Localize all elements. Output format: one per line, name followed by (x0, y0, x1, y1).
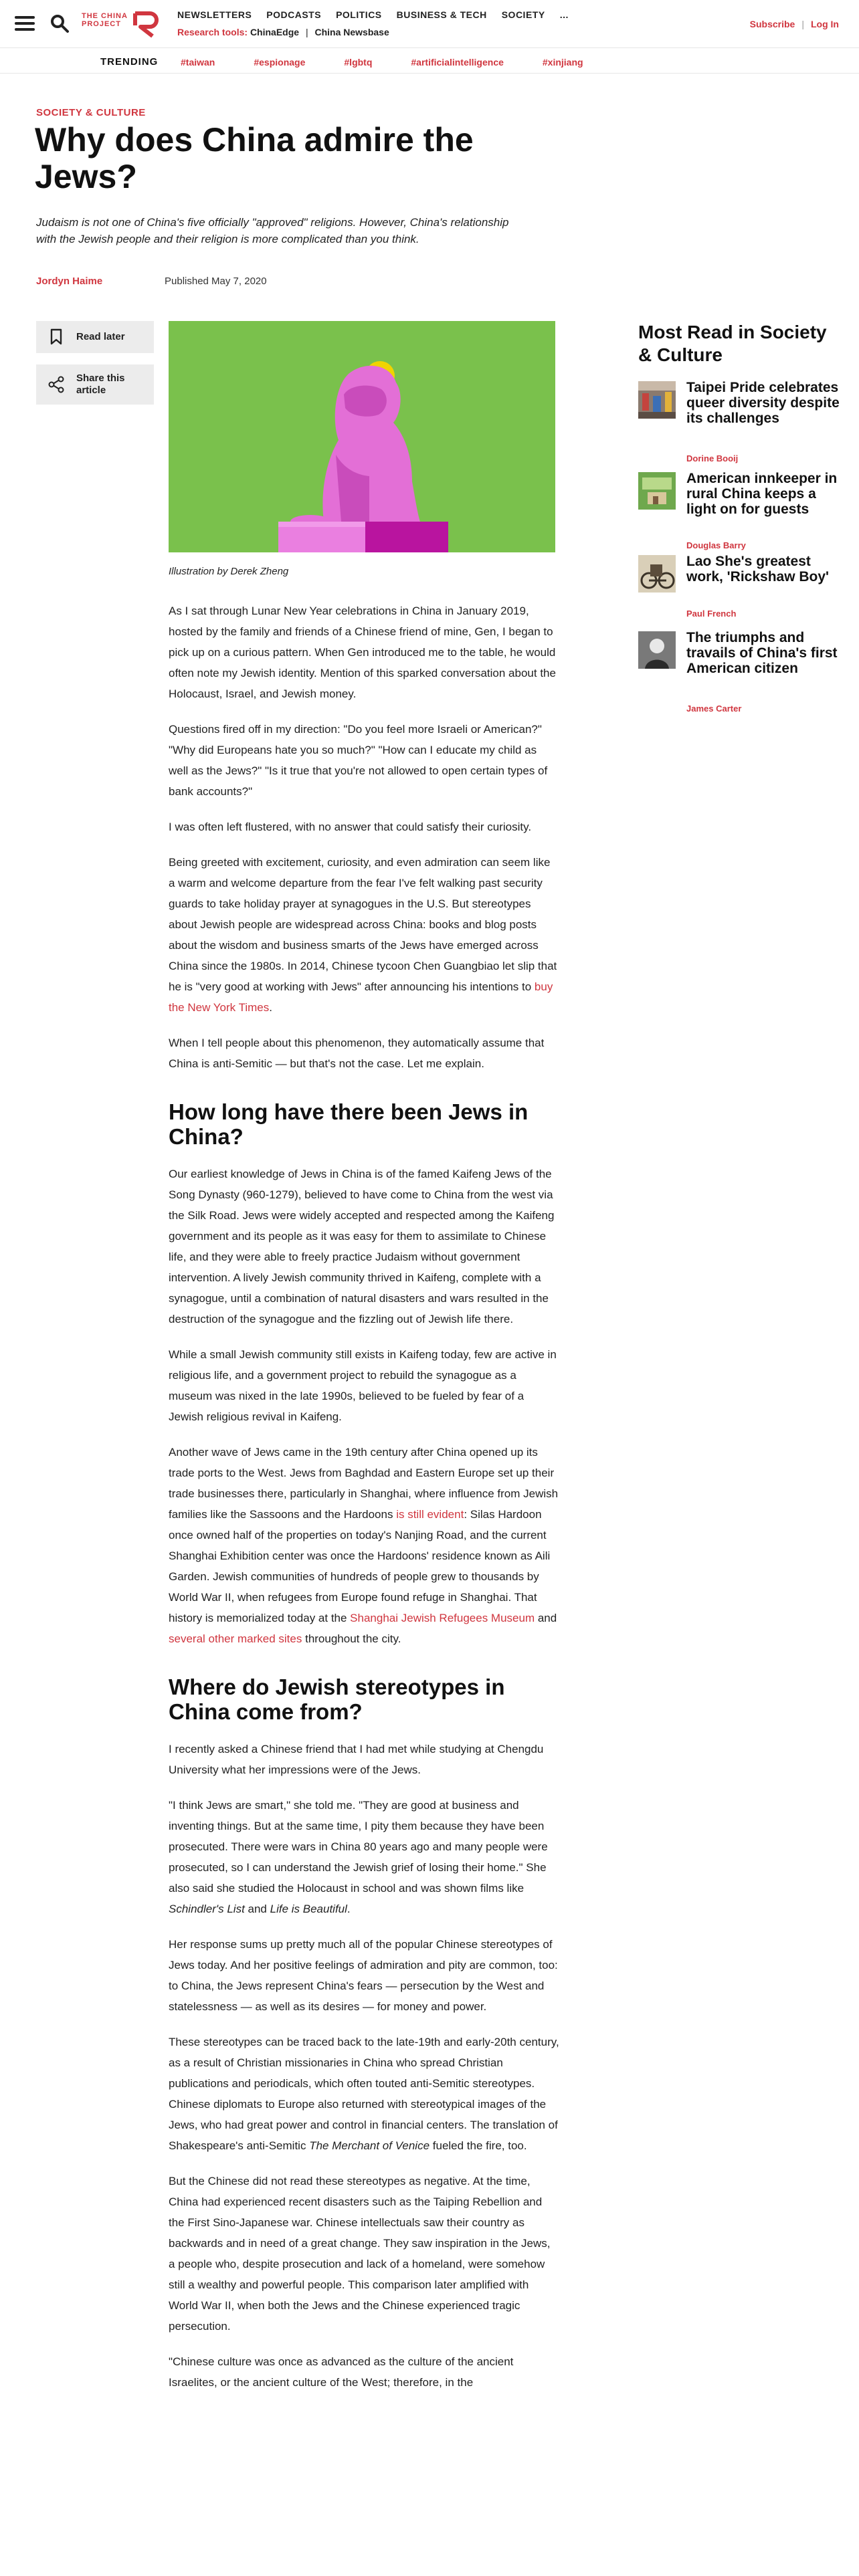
logo-text: THE CHINA PROJECT (82, 12, 128, 28)
play-title: The Merchant of Venice (309, 2139, 430, 2152)
paragraph: I recently asked a Chinese friend that I had met while studying at Chengdu University what her impressions were of the Jews. (169, 1743, 544, 1776)
research-newsbase-link[interactable]: China Newsbase (314, 27, 389, 37)
menu-icon[interactable] (15, 16, 35, 31)
hero-illustration (169, 321, 555, 552)
author-link[interactable]: Jordyn Haime (36, 276, 103, 287)
paragraph-text: : Silas Hardoon once owned half of the properties on today's Nanjing Road, and the current Shanghai Exhibition center was once the Hardoons' residence known as Aili Garden. Jewish communities of hundreds of people grew to thousands by World War II, when refugees from Europe found refuge in Shanghai. That history is memorialized today at the (169, 1508, 551, 1624)
article-title: Why does China admire the Jews? (35, 121, 474, 195)
film-title: Life is Beautiful (270, 1903, 347, 1915)
research-divider: | (305, 27, 308, 37)
paragraph-text: Being greeted with excitement, curiosity, and even admiration can seem like a warm and welcome departure from the fear I've felt walking past security guards to take holiday prayer at synagogues in the U.S. But stereotypes about Jewish people are widespread across China: books and blog posts about the wisdom and business smarts of the Jews have emerged across China since the 1980s. In 2014, Chinese tycoon Chen Guangbiao let slip that he is "very good at working with Jews" after announcing his intentions to (169, 856, 557, 993)
research-chinaedge-link[interactable]: ChinaEdge (250, 27, 300, 37)
image-caption: Illustration by Derek Zheng (169, 566, 289, 577)
paragraph-text: and (244, 1903, 270, 1915)
login-link[interactable]: Log In (811, 19, 839, 29)
trending-label: TRENDING (100, 56, 159, 68)
lion-illustration (169, 321, 555, 552)
most-read-title-link[interactable]: Taipei Pride celebrates queer diversity despite its challenges (686, 380, 840, 426)
paragraph (169, 2032, 559, 2156)
trending-tags (181, 57, 583, 68)
paragraph-text: . (347, 1903, 351, 1915)
share-icon (36, 376, 76, 393)
account-links (750, 19, 839, 29)
nyt-link[interactable]: buy the New York Times (169, 980, 553, 1014)
nav-newsletters[interactable]: NEWSLETTERS (177, 9, 252, 20)
trending-tag[interactable]: #artificialintelligence (411, 57, 504, 68)
section-heading: How long have there been Jews in China? (169, 1099, 529, 1149)
bookmark-icon (36, 328, 76, 346)
trending-tag[interactable]: #taiwan (181, 57, 215, 68)
account-divider: | (801, 19, 804, 29)
trending-bar (0, 52, 859, 74)
film-title: Schindler's List (169, 1903, 245, 1915)
site-logo[interactable] (82, 9, 162, 39)
refugees-museum-link[interactable]: Shanghai Jewish Refugees Museum (350, 1612, 535, 1624)
nav-politics[interactable]: POLITICS (336, 9, 382, 20)
most-read-title-link[interactable]: Lao She's greatest work, 'Rickshaw Boy' (686, 554, 830, 584)
paragraph-text: These stereotypes can be traced back to the late-19th and early-20th century, as a result of Christian missionaries in China who spread Christian publications and periodicals, which often touted anti-Semitic stereotypes. Chinese diplomats to Europe also returned with stereotypical images of the Jews, who had great power and control in financial centers. The translation of Shakespeare's anti-Semitic (169, 2036, 559, 2152)
paragraph (169, 852, 559, 1018)
paragraph: When I tell people about this phenomenon, they automatically assume that China is anti-Semitic — but that's not the case. Let me explain. (169, 1037, 545, 1070)
paragraph: As I sat through Lunar New Year celebrations in China in January 2019, hosted by the family and friends of a Chinese friend of mine, Gen, I began to pick up on a curious pattern. When Gen introduced me to the table, he would often note my Jewish identity. Mention of this sparked conversation about the Holocaust, Israel, and Jewish money. (169, 605, 556, 700)
trending-tag[interactable]: #espionage (254, 57, 306, 68)
paragraph (169, 1442, 559, 1649)
paragraph-text: fueled the fire, too. (430, 2139, 527, 2152)
most-read-author[interactable]: Douglas Barry (686, 540, 746, 550)
article-dek: Judaism is not one of China's five officially "approved" religions. However, China's relationship with the Jewish people and their religion is more complicated than you think. (36, 216, 509, 245)
trending-tag[interactable]: #xinjiang (542, 57, 583, 68)
most-read-author[interactable]: James Carter (686, 704, 742, 714)
still-evident-link[interactable]: is still evident (396, 1508, 464, 1521)
paragraph (169, 1795, 559, 1919)
search-icon[interactable] (50, 13, 70, 33)
most-read-author[interactable]: Dorine Booij (686, 453, 739, 463)
nav-society[interactable]: SOCIETY (501, 9, 545, 20)
section-heading: Where do Jewish stereotypes in China come from? (169, 1675, 505, 1724)
paragraph: Our earliest knowledge of Jews in China is of the famed Kaifeng Jews of the Song Dynasty (960-1279), believed to have come to China from the west via the Silk Road. Jews were widely accepted and respected among the Kaifeng government and its people as it was easy for them to assimilate to Chinese life, and they were able to freely practice Judaism without government intervention. A lively Jewish community thrived in Kaifeng, complete with a synagogue, until a combination of natural disasters and wars resulted in the destruction of the synagogue and the fizzling out of Jewish life there. (169, 1168, 555, 1325)
trending-tag[interactable]: #lgbtq (344, 57, 373, 68)
subscribe-link[interactable]: Subscribe (749, 19, 795, 29)
paragraph: But the Chinese did not read these stereotypes as negative. At the time, China had experienced recent disasters such as the Taiping Rebellion and the First Sino-Japanese war. Chinese intellectuals saw their country as backwards and in need of a great change. They saw inspiration in the Jews, a people who, despite prosecution and lack of a homeland, were somehow still a wealthy and powerful people. This comparison later amplified with World War II, when both the Jews and the Chinese experienced tragic persecution. (169, 2175, 551, 2333)
paragraph-text: "I think Jews are smart," she told me. "They are good at business and inventing things. But at the same time, I pity them because they have been prosecuted. There were wars in China 80 years ago and many people were prosecuted, so I can understand the Jewish grief of losing their home." She also said she studied the Holocaust in school and was shown films like (169, 1799, 548, 1895)
article-thumbnail[interactable] (638, 472, 676, 510)
publish-date: Published May 7, 2020 (165, 276, 267, 287)
nav-more[interactable]: ... (559, 9, 569, 20)
read-later-button[interactable] (36, 321, 154, 353)
paragraph: Questions fired off in my direction: "Do you feel more Israeli or American?" "Why did Europeans hate you so much?" "How can I educate my child as well as the Jews?" "Is it true that you're not allowed to open certain types of bank accounts?" (169, 723, 548, 798)
paragraph: I was often left flustered, with no answer that could satisfy their curiosity. (169, 821, 532, 833)
share-button[interactable] (36, 364, 154, 405)
most-read-title-link[interactable]: The triumphs and travails of China's first American citizen (686, 630, 838, 676)
paragraph: "Chinese culture was once as advanced as the culture of the ancient Israelites, or the ancient culture of the West; therefore, in the (169, 2355, 514, 2389)
article-category[interactable]: SOCIETY & CULTURE (36, 107, 146, 118)
most-read-title-link[interactable]: American innkeeper in rural China keeps a light on for guests (686, 471, 838, 517)
research-tools (177, 27, 389, 37)
paragraph-text: throughout the city. (302, 1632, 401, 1645)
site-header (0, 0, 859, 48)
paragraph: While a small Jewish community still exists in Kaifeng today, few are active in religious life, and a government project to rebuild the synagogue as a museum was nixed in the late 1990s, believed to be fueled by fear of a Jewish religious revival in Kaifeng. (169, 1348, 557, 1423)
nav-business-tech[interactable]: BUSINESS & TECH (396, 9, 487, 20)
share-label: Share this article (76, 372, 125, 396)
article-thumbnail[interactable] (638, 555, 676, 593)
article-body (169, 601, 559, 2407)
logo-mark-icon (130, 9, 159, 39)
read-later-label: Read later (76, 331, 125, 342)
paragraph-text: and (535, 1612, 557, 1624)
article-thumbnail[interactable] (638, 381, 676, 419)
marked-sites-link[interactable]: several other marked sites (169, 1632, 302, 1645)
most-read-title: Most Read in Society & Culture (638, 322, 827, 365)
article-thumbnail[interactable] (638, 631, 676, 669)
paragraph-text: Another wave of Jews came in the 19th century after China opened up its trade ports to the West. Jews from Baghdad and Eastern Europe set up their trade businesses there, particularly in Shanghai, where influence from Jewish families like the Sassoons and the Hardoons (169, 1446, 559, 1521)
nav-podcasts[interactable]: PODCASTS (266, 9, 322, 20)
paragraph: Her response sums up pretty much all of the popular Chinese stereotypes of Jews today. And her positive feelings of admiration and pity are common, too: to China, the Jews represent China's fears — persecution by the West and statelessness — as well as its desires — for money and power. (169, 1938, 558, 2013)
most-read-author[interactable]: Paul French (686, 609, 737, 619)
research-label: Research tools: (177, 27, 248, 37)
paragraph-text: . (269, 1001, 272, 1014)
main-nav (177, 9, 569, 20)
